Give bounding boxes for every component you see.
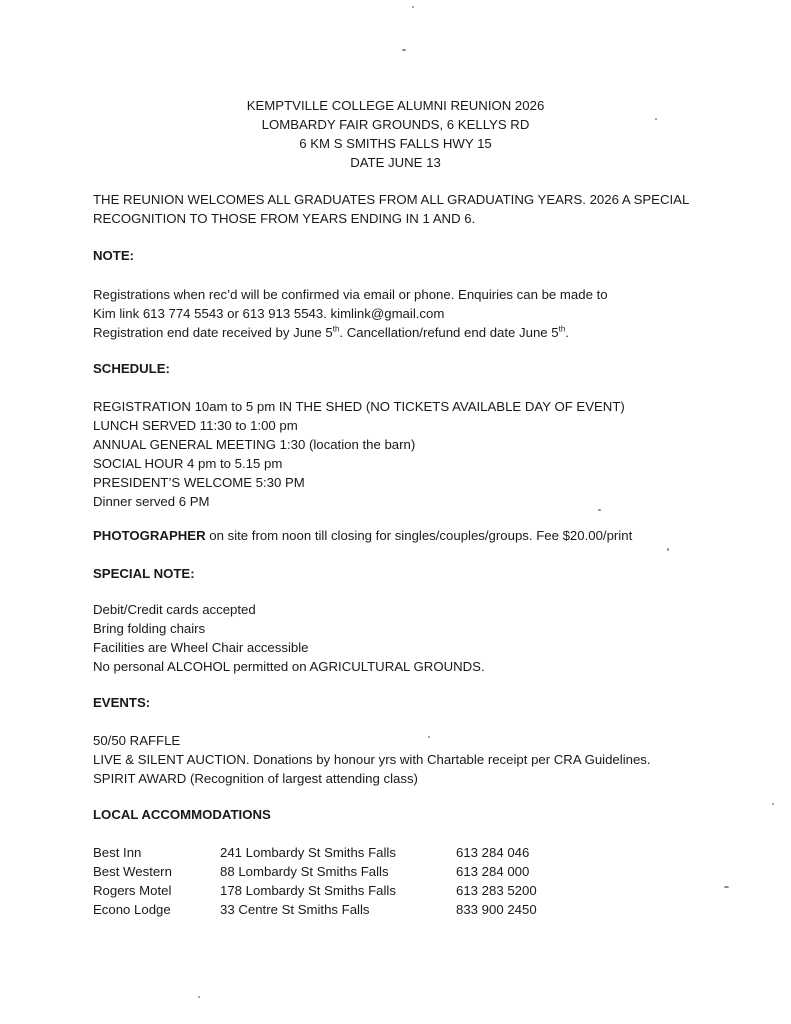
table-row [93,900,576,919]
scan-speck [428,736,430,738]
schedule-item: LUNCH SERVED 11:30 to 1:00 pm [93,418,298,433]
header-date: DATE JUNE 13 [350,155,441,170]
schedule-list [93,397,733,511]
events-list [93,731,733,788]
special-note-item: Facilities are Wheel Chair accessible [93,640,309,655]
scan-speck [724,886,729,888]
photographer-text: on site from noon till closing for singles/couples/groups. Fee $20.00/print [205,528,633,543]
schedule-item: PRESIDENT’S WELCOME 5:30 PM [93,475,305,490]
schedule-heading: SCHEDULE: [93,361,170,376]
photographer-label: PHOTOGRAPHER [93,528,206,543]
table-row [93,862,576,881]
header-venue: LOMBARDY FAIR GROUNDS, 6 KELLYS RD [261,117,530,132]
special-note-item: Bring folding chairs [93,621,206,636]
scan-speck [667,548,669,551]
photographer-paragraph [93,526,733,545]
note-heading: NOTE: [93,248,135,263]
hotel-phone: 613 284 000 [456,864,530,879]
document-header [0,96,791,172]
scan-speck [598,509,601,511]
scan-speck [402,49,406,51]
header-location: 6 KM S SMITHS FALLS HWY 15 [299,136,492,151]
event-item: LIVE & SILENT AUCTION. Donations by honour yrs with Chartable receipt per CRA Guidelines. [93,752,651,767]
schedule-item: Dinner served 6 PM [93,494,210,509]
hotel-address: 178 Lombardy St Smiths Falls [220,883,396,898]
hotel-name: Rogers Motel [93,883,172,898]
hotel-address: 33 Centre St Smiths Falls [220,902,370,917]
note-line: Kim link 613 774 5543 or 613 913 5543. kimlink@gmail.com [93,306,445,321]
table-row [93,881,576,900]
event-item: SPIRIT AWARD (Recognition of largest attending class) [93,771,418,786]
hotel-address: 88 Lombardy St Smiths Falls [220,864,389,879]
note-line: Registrations when rec’d will be confirmed via email or phone. Enquiries can be made to [93,287,608,302]
note-paragraph [93,285,733,342]
special-note-list [93,600,733,676]
accommodations-table [93,843,576,919]
scan-speck [655,118,657,120]
hotel-phone: 613 283 5200 [456,883,537,898]
intro-paragraph [93,190,733,228]
special-note-item: No personal ALCOHOL permitted on AGRICULTURAL GROUNDS. [93,659,485,674]
table-row [93,843,576,862]
hotel-phone: 833 900 2450 [456,902,537,917]
hotel-name: Best Inn [93,845,142,860]
intro-line: RECOGNITION TO THOSE FROM YEARS ENDING IN 1 AND 6. [93,211,476,226]
schedule-item: SOCIAL HOUR 4 pm to 5.15 pm [93,456,283,471]
accommodations-heading: LOCAL ACCOMMODATIONS [93,807,271,822]
header-title: KEMPTVILLE COLLEGE ALUMNI REUNION 2026 [246,98,545,113]
events-heading: EVENTS: [93,695,151,710]
scan-speck [198,996,200,998]
schedule-item: REGISTRATION 10am to 5 pm IN THE SHED (NO TICKETS AVAILABLE DAY OF EVENT) [93,399,625,414]
note-ordinal: th [558,324,566,334]
hotel-name: Econo Lodge [93,902,171,917]
hotel-name: Best Western [93,864,172,879]
note-deadline-line [93,323,733,342]
special-note-item: Debit/Credit cards accepted [93,602,256,617]
scan-speck [412,6,414,8]
note-cancellation-text: . Cancellation/refund end date June 5 [339,325,559,340]
schedule-item: ANNUAL GENERAL MEETING 1:30 (location the barn) [93,437,416,452]
scan-speck [772,803,774,805]
special-note-heading: SPECIAL NOTE: [93,566,195,581]
note-deadline-text: Registration end date received by June 5 [93,325,333,340]
intro-line: THE REUNION WELCOMES ALL GRADUATES FROM ALL GRADUATING YEARS. 2026 A SPECIAL [93,192,690,207]
hotel-phone: 613 284 046 [456,845,530,860]
event-item: 50/50 RAFFLE [93,733,181,748]
note-period: . [565,325,569,340]
hotel-address: 241 Lombardy St Smiths Falls [220,845,396,860]
note-ordinal: th [332,324,340,334]
